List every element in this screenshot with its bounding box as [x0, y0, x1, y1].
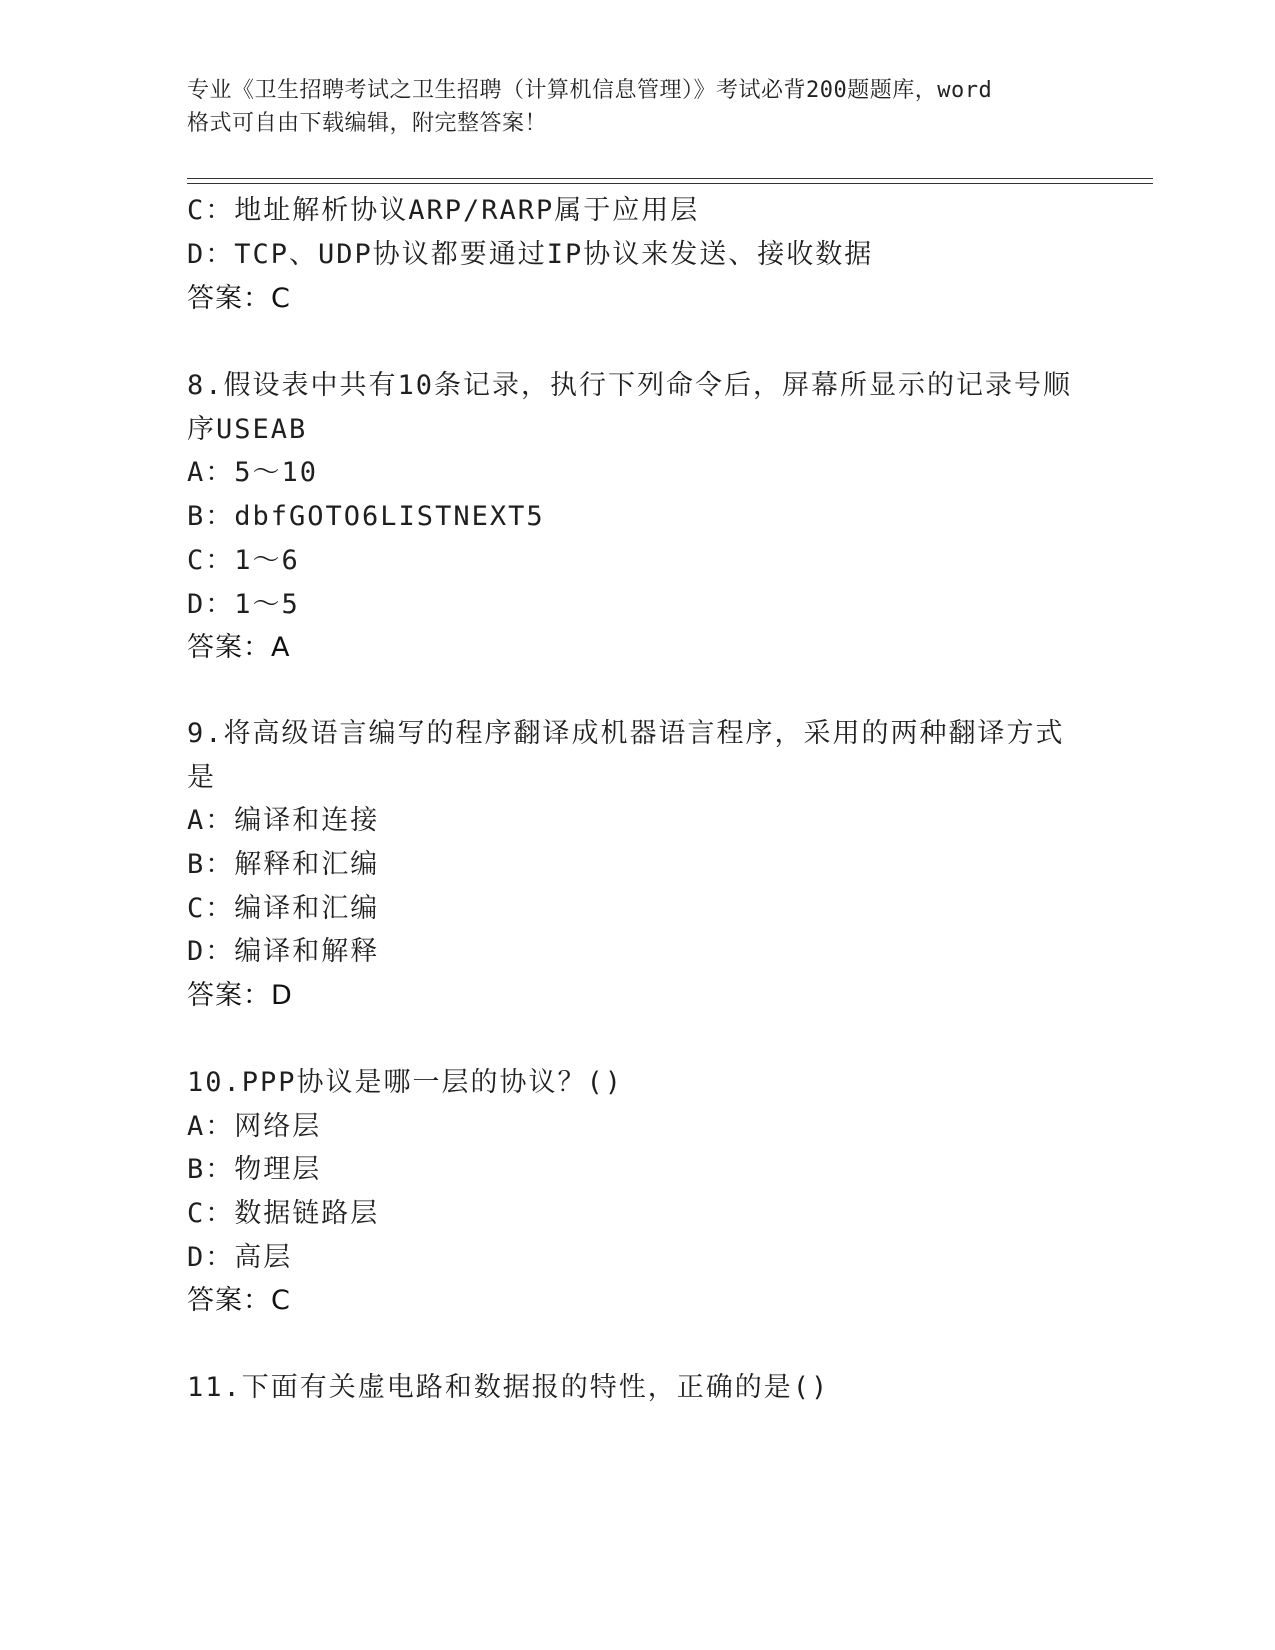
q8-option-d: D：1～5	[187, 589, 300, 620]
q7-option-c: C：地址解析协议ARP/RARP属于应用层	[187, 195, 700, 226]
q7-answer: 答案：C	[187, 283, 291, 314]
q9-stem-line-2: 是	[187, 762, 216, 793]
q7-option-d: D：TCP、UDP协议都要通过IP协议来发送、接收数据	[187, 239, 874, 270]
header-line-2: 格式可自由下载编辑，附完整答案！	[187, 111, 548, 136]
q8-option-b: B：dbfGOTO6LISTNEXT5	[187, 501, 545, 532]
q8-answer: 答案：A	[187, 632, 291, 663]
q8-stem-line-2: 序USEAB	[187, 414, 308, 445]
header-divider-top	[187, 178, 1153, 179]
q10-stem: 10.PPP协议是哪一层的协议？()	[187, 1067, 624, 1098]
document-header	[187, 74, 1087, 140]
q11-stem: 11.下面有关虚电路和数据报的特性，正确的是()	[187, 1372, 830, 1403]
q10-option-d: D：高层	[187, 1242, 293, 1273]
q10-answer: 答案：C	[187, 1285, 291, 1316]
header-line-1: 专业《卫生招聘考试之卫生招聘（计算机信息管理）》考试必背200题题库，word	[187, 78, 993, 103]
q9-stem-line-1: 9.将高级语言编写的程序翻译成机器语言程序，采用的两种翻译方式	[187, 718, 1065, 749]
q9-option-d: D：编译和解释	[187, 936, 380, 967]
q9-option-c: C：编译和汇编	[187, 893, 380, 924]
q9-answer: 答案：D	[187, 980, 293, 1011]
q8-option-c: C：1～6	[187, 545, 300, 576]
q9-option-b: B：解释和汇编	[187, 849, 380, 880]
q8-stem-line-1: 8.假设表中共有10条记录，执行下列命令后，屏幕所显示的记录号顺	[187, 370, 1073, 401]
q10-option-a: A：网络层	[187, 1111, 322, 1142]
q9-option-a: A：编译和连接	[187, 805, 380, 836]
q8-option-a: A：5～10	[187, 457, 319, 488]
header-divider-bottom	[187, 183, 1153, 184]
q10-option-b: B：物理层	[187, 1154, 322, 1185]
q10-option-c: C：数据链路层	[187, 1198, 380, 1229]
